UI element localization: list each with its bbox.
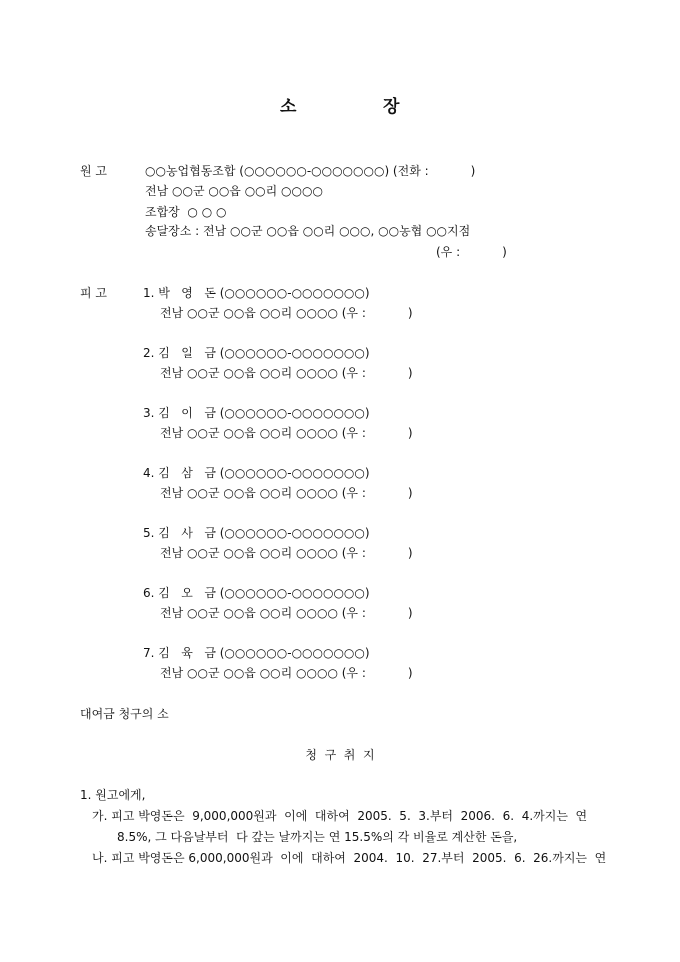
defendant-name-line: 7. 김 육 금 (○○○○○○-○○○○○○○) [143,646,370,660]
defendant-address: 전남 ○○군 ○○읍 ○○리 ○○○○ (우 : ) [160,606,413,620]
plaintiff-address: 전남 ○○군 ○○읍 ○○리 ○○○○ [145,184,323,198]
case-name: 대여금 청구의 소 [80,707,169,721]
defendant-address: 전남 ○○군 ○○읍 ○○리 ○○○○ (우 : ) [160,306,413,320]
defendant-name-line: 4. 김 삼 금 (○○○○○○-○○○○○○○) [143,466,370,480]
defendant-address: 전남 ○○군 ○○읍 ○○리 ○○○○ (우 : ) [160,666,413,680]
defendant-entry-3 [0,405,680,445]
defendant-entry-2 [0,345,680,385]
claim-ga-line-1: 가. 피고 박영돈은 9,000,000원과 이에 대하여 2005. 5. 3.부터 2006. 6. 4.까지는 연 [92,809,588,823]
defendant-name-line: 6. 김 오 금 (○○○○○○-○○○○○○○) [143,586,370,600]
defendant-label: 피 고 [80,286,107,300]
defendant-address: 전남 ○○군 ○○읍 ○○리 ○○○○ (우 : ) [160,426,413,440]
claim-heading: 청 구 취 지 [305,748,375,762]
document-title [0,96,680,120]
defendant-name-line: 1. 박 영 돈 (○○○○○○-○○○○○○○) [143,286,370,300]
claim-item-1: 1. 원고에게, [80,788,146,802]
plaintiff-name-line: ○○농업협동조합 (○○○○○○-○○○○○○○) (전화 : ) [145,164,476,178]
title-char-1: 소 [280,97,297,117]
claim-ga-line-2: 8.5%, 그 다음날부터 다 갚는 날까지는 연 15.5%의 각 비율로 계산한 돈을, [117,830,518,844]
defendant-address: 전남 ○○군 ○○읍 ○○리 ○○○○ (우 : ) [160,366,413,380]
plaintiff-label: 원 고 [80,164,107,178]
plaintiff-postal: (우 : ) [436,245,507,259]
defendant-name-line: 2. 김 일 금 (○○○○○○-○○○○○○○) [143,346,370,360]
defendant-entry-1 [0,285,680,325]
defendant-entry-7 [0,645,680,685]
title-char-2: 장 [383,97,400,117]
defendant-entry-6 [0,585,680,625]
plaintiff-representative: 조합장 ○ ○ ○ [145,205,227,219]
defendant-entry-4 [0,465,680,505]
defendant-address: 전남 ○○군 ○○읍 ○○리 ○○○○ (우 : ) [160,486,413,500]
defendant-address: 전남 ○○군 ○○읍 ○○리 ○○○○ (우 : ) [160,546,413,560]
plaintiff-service-address: 송달장소 : 전남 ○○군 ○○읍 ○○리 ○○○, ○○농협 ○○지점 [145,224,471,238]
defendant-entry-5 [0,525,680,565]
claim-na-line-1: 나. 피고 박영돈은 6,000,000원과 이에 대하여 2004. 10. 27.부터 2005. 6. 26.까지는 연 [92,851,607,865]
defendant-name-line: 5. 김 사 금 (○○○○○○-○○○○○○○) [143,526,370,540]
defendant-name-line: 3. 김 이 금 (○○○○○○-○○○○○○○) [143,406,370,420]
